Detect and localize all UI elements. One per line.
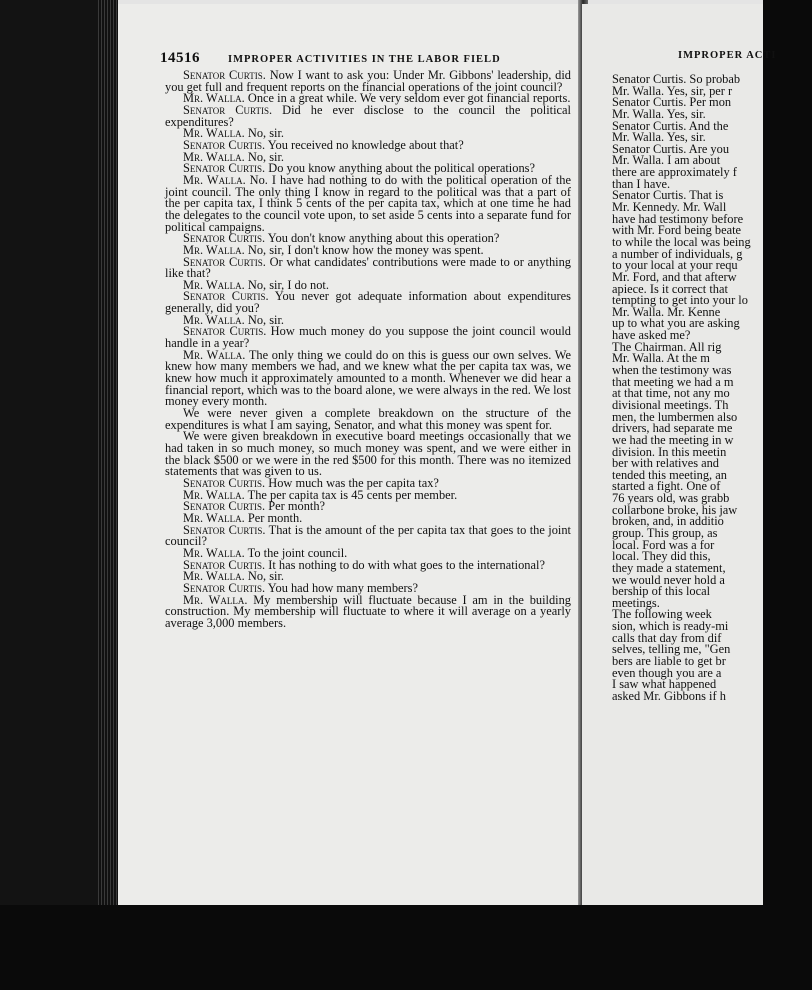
speech-text: We were never given a complete breakdown on the structure of the expenditures is what I am saying, Senator, and what this money was spent for. [165,406,571,432]
speech-text: No, sir. [247,312,285,327]
transcript-paragraph [165,172,571,234]
speech-text: You don't know anything about this operation? [267,231,500,246]
speaker-name: Mr. Walla. [183,91,245,106]
speaker-name: Senator Curtis. [183,580,266,595]
speech-text: How much was the per capita tax? [268,475,439,490]
right-page-line: we would never hold a [612,572,725,587]
right-page-line: I saw what happened [612,677,717,692]
right-page-line: local. Ford was a for [612,537,715,552]
page-stack-edge [98,0,118,990]
right-page-line: drivers, had separate me [612,421,733,436]
right-page-line: we had the meeting in w [612,432,734,447]
transcript-paragraph [165,522,572,549]
right-page-line: Senator Curtis. That is [612,188,724,203]
speech-text: You never got adequate information about expenditures generally, did you? [165,289,571,316]
right-page-line: meetings. [612,595,660,610]
right-page-line: Senator Curtis. Are you [612,141,730,156]
speaker-name: Mr. Walla. [183,172,246,187]
right-page-line: have asked me? [612,328,691,343]
speech-text: That is the amount of the per capita tax that goes to the joint council? [165,522,572,549]
right-page-line: have had testimony before [612,211,744,226]
speech-text: No. I have had nothing to do with the political operation of the joint council. The only thing I know in regard to the political was that a part of the per capita tax, I think 5 cents of the per capita tax, which at one time he had the delegates to the council vote upon, to set aside 5 cents into a separate fund for political campaigns. [165,172,571,234]
speaker-name: Mr. Walla. [183,242,245,257]
right-page-line: calls that day from dif [612,630,722,645]
transcript-paragraph [165,347,572,409]
speech-text: Now I want to ask you: Under Mr. Gibbons' leadership, did you get full and frequent reports on the financial operations of the joint council? [165,68,571,94]
right-page-line: up to what you are asking [612,316,740,331]
speaker-name: Senator Curtis. [183,68,266,82]
speaker-name: Senator Curtis. [183,475,266,490]
speaker-name: Mr. Walla. [183,277,245,292]
speech-text: Do you know anything about the political operations? [268,161,535,176]
transcript-paragraph [165,592,571,630]
speaker-name: Senator Curtis. [183,161,266,176]
right-page-line: division. In this meetin [612,444,727,459]
speech-text: Once in a great while. We very seldom ever got financial reports. [247,91,571,106]
speech-text: Per month. [247,510,303,525]
right-page-line: The Chairman. All rig [612,339,722,354]
right-page-line: men, the lumbermen also [612,409,738,424]
right-page-line: they made a statement, [612,560,726,575]
speaker-name: Senator Curtis. [183,324,267,339]
speaker-name: Mr. Walla. [183,510,245,525]
right-page-line: there are approximately f [612,165,737,180]
speaker-name: Mr. Walla. [183,312,245,327]
right-page-line: ber with relatives and [612,456,720,471]
speaker-name: Senator Curtis. [183,499,266,514]
transcript-paragraph [165,291,571,314]
running-head: IMPROPER ACTIVITIES IN THE LABOR FIELD [228,54,501,65]
speaker-name: Senator Curtis. [183,102,273,117]
right-page-line: Mr. Walla. Yes, sir. [612,106,706,121]
right-page-line: that meeting we had a m [612,374,734,389]
right-page-line: tempting to get into your lo [612,293,748,308]
right-page-line: apiece. Is it correct that [612,281,728,296]
right-page-line: Mr. Ford, and that afterw [612,269,737,284]
speech-text: No, sir. [247,569,285,584]
speaker-name: Mr. Walla. [183,126,245,141]
right-page-line: Senator Curtis. And the [612,118,729,133]
speaker-name: Mr. Walla. [183,347,246,362]
right-page-line: Mr. Walla. Yes, sir. [612,130,706,145]
right-page-line: bership of this local [612,584,711,599]
speech-text: No, sir, I don't know how the money was spent. [247,242,484,257]
speech-text: To the joint council. [247,545,348,560]
speech-text: My membership will fluctuate because I am in the building construction. My membership will fluctuate to where it will average on a yearly average 3,000 members. [165,592,571,630]
right-page-line: bers are liable to get br [612,654,726,669]
transcript-text [165,70,571,760]
speaker-name: Senator Curtis. [183,522,266,537]
speech-text: No, sir, I do not. [247,277,329,292]
page-number: 14516 [160,50,200,66]
right-page-line: collarbone broke, his jaw [612,502,738,517]
right-page-line: local. They did this, [612,549,711,564]
right-page-line: selves, telling me, "Gen [612,642,731,657]
right-page-line: group. This group, as [612,525,718,540]
speaker-name: Mr. Walla. [183,149,245,164]
right-page [582,4,777,944]
speaker-name: Senator Curtis. [183,557,266,572]
speaker-name: Mr. Walla. [183,592,248,607]
right-page-line: when the testimony was [612,363,732,378]
right-page-line: Senator Curtis. So probab [612,72,741,86]
speech-text: Or what candidates' contributions were made to or anything like that? [165,254,571,281]
right-page-line: started a fight. One of [612,479,721,494]
transcript-paragraph [165,408,571,431]
speech-text: We were given breakdown in executive board meetings occasionally that we had taken in so much money, so much money was spent, and we were either in the black $500 or we were in the red $500 for this month. There was no itemized statements that was given to us. [165,429,571,479]
speaker-name: Senator Curtis. [183,289,269,304]
transcript-paragraph [165,70,571,93]
speech-text: It has nothing to do with what goes to the international? [268,557,545,572]
right-page-line: Mr. Walla. Mr. Kenne [612,304,721,319]
speech-text: Did he ever disclose to the council the political expenditures? [165,102,571,129]
right-page-line: Mr. Kennedy. Mr. Wall [612,200,727,215]
right-page-line: broken, and, in additio [612,514,724,529]
right-page-line: at that time, not any mo [612,386,730,401]
right-page-line: tended this meeting, an [612,467,727,482]
right-page-line: a number of individuals, g [612,246,743,261]
speech-text: You received no knowledge about that? [267,137,464,152]
right-transcript-text [612,74,812,703]
right-page-line: Mr. Walla. Yes, sir, per r [612,83,733,98]
speech-text: No, sir. [247,149,285,164]
speech-text: Per month? [268,499,326,514]
right-page-line: asked Mr. Gibbons if h [612,688,726,703]
right-page-line: to while the local was being [612,234,751,249]
speaker-name: Senator Curtis. [183,137,266,152]
transcript-paragraph [165,326,571,349]
speech-text: You had how many members? [267,580,418,595]
right-page-line: than I have. [612,176,671,191]
speaker-name: Senator Curtis. [183,231,266,246]
speaker-name: Mr. Walla. [183,569,245,584]
scan-bottom-shadow [0,905,763,990]
right-page-line: sion, which is ready-mi [612,619,729,634]
right-page-line: divisional meetings. Th [612,397,729,412]
right-page-line: The following week [612,607,712,622]
transcript-paragraph [165,431,571,478]
speech-text: The per capita tax is 45 cents per member. [247,487,458,502]
right-page-line: even though you are a [612,665,722,680]
speech-text: How much money do you suppose the joint council would handle in a year? [165,324,571,351]
transcript-paragraph [165,254,571,281]
right-page-line: with Mr. Ford being beate [612,223,742,238]
speech-text: The only thing we could do on this is guess our own selves. We knew how many members we had, and we knew what the per capita tax was, we knew how much it approximately amounted to a month. Whenever we did hear a financial report, which was to the board alone, we were always in the red. We lost money every month. [165,347,572,409]
transcript-paragraph [165,102,571,129]
speaker-name: Mr. Walla. [183,487,245,502]
speech-text: No, sir. [247,126,285,141]
speaker-name: Mr. Walla. [183,545,245,560]
speaker-name: Senator Curtis. [183,254,266,269]
right-page-line: to your local at your requ [612,258,738,273]
right-page-line: Senator Curtis. Per mon [612,95,732,110]
right-page-line: Mr. Walla. At the m [612,351,710,366]
right-page-line: Mr. Walla. I am about [612,153,721,168]
right-running-head: IMPROPER ACTI [678,50,777,61]
right-page-line: 76 years old, was grabb [612,491,730,506]
